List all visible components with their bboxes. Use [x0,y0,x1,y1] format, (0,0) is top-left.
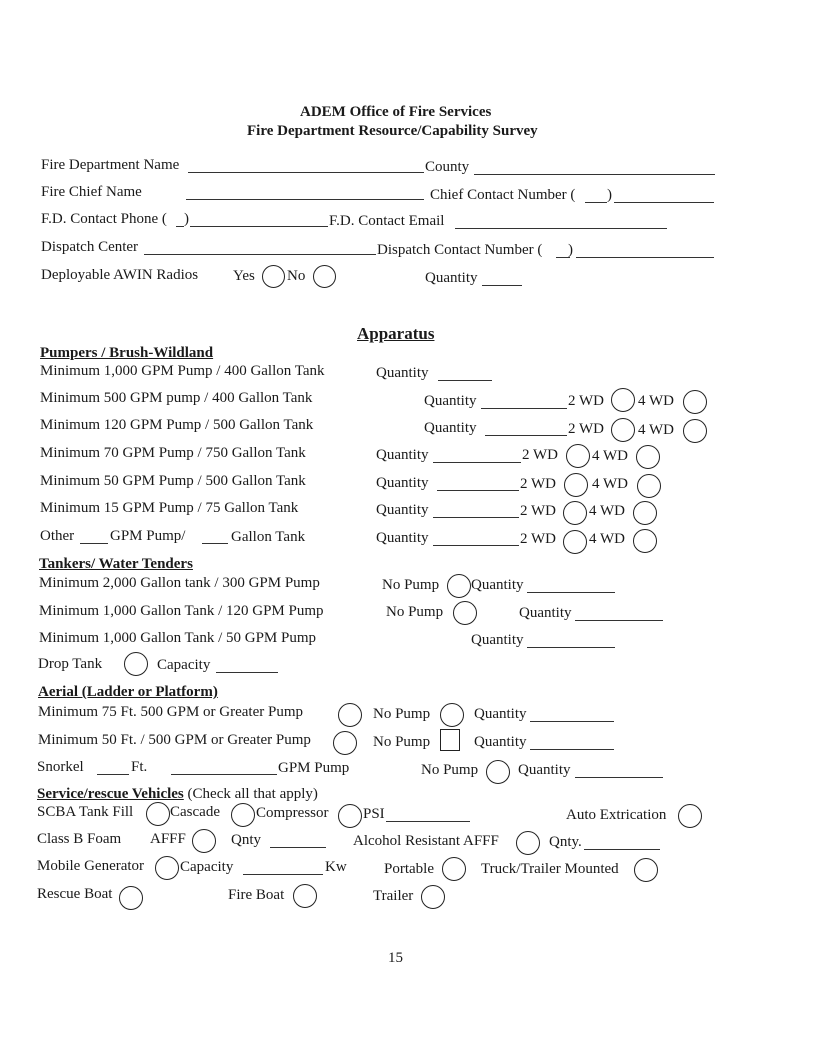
awin-qty-label: Quantity [425,270,478,286]
class-b-label: Class B Foam [37,831,122,847]
fd-email-field[interactable] [455,228,667,229]
fd-email-label: F.D. Contact Email [329,213,445,229]
pumper-row-3-4wd-radio[interactable] [683,419,707,443]
pumper-row-7-2wd-label: 2 WD [520,531,556,547]
psi-field[interactable] [386,821,470,822]
pumper-row-6: Minimum 15 GPM Pump / 75 Gallon Tank [40,500,299,516]
pumper-row-6-qty-label: Quantity [376,502,429,518]
alcohol-qnty-field[interactable] [584,849,660,850]
chief-name-field[interactable] [186,199,424,200]
pumper-other-tank-label: Gallon Tank [231,529,306,545]
tanker-row-1-qty-label: Quantity [471,577,524,593]
tanker-row-1-qty-field[interactable] [527,592,615,593]
service-heading: Service/rescue Vehicles [37,786,184,802]
pumper-row-2-qty-field[interactable] [481,408,567,409]
awin-no-radio[interactable] [313,265,336,288]
pumper-row-6-2wd-label: 2 WD [520,503,556,519]
pumper-row-4: Minimum 70 GPM Pump / 750 Gallon Tank [40,445,306,461]
awin-no-label: No [287,268,306,284]
drop-tank-capacity-label: Capacity [157,657,211,673]
alcohol-afff-label: Alcohol Resistant AFFF [353,833,499,849]
afff-qnty-label: Qnty [231,832,261,848]
pumper-row-4-2wd-label: 2 WD [522,447,558,463]
aerial-row-2: Minimum 50 Ft. / 500 GPM or Greater Pump [38,732,311,748]
pumper-other-label: Other [40,528,75,544]
pumper-row-6-qty-field[interactable] [433,517,519,518]
fd-phone-field[interactable] [190,226,328,227]
cascade-radio[interactable] [231,803,255,827]
snorkel-ft-field[interactable] [97,774,129,775]
pumper-row-5-4wd-radio[interactable] [637,474,661,498]
portable-label: Portable [384,861,434,877]
trailer-radio[interactable] [421,885,445,909]
chief-contact-field[interactable] [614,202,714,203]
tanker-row-1-nopump-radio[interactable] [447,574,471,598]
awin-yes-label: Yes [233,268,255,284]
awin-qty-field[interactable] [482,285,522,286]
snorkel-ft-label: Ft. [131,759,148,775]
mobile-gen-radio[interactable] [155,856,179,880]
pumper-other-tank-field[interactable] [202,543,228,544]
rescue-boat-label: Rescue Boat [37,886,113,902]
fd-name-label: Fire Department Name [41,157,180,173]
pumpers-heading: Pumpers / Brush-Wildland [40,345,214,361]
pumper-row-2-4wd-radio[interactable] [683,390,707,414]
drop-tank-capacity-field[interactable] [216,672,278,673]
tanker-row-2-qty-label: Quantity [519,605,572,621]
pumper-row-3-2wd-label: 2 WD [568,421,604,437]
chief-contact-label: Chief Contact Number ( [430,187,576,203]
snorkel-gpm-label: GPM Pump [278,760,350,776]
kw-label: Kw [325,859,347,875]
pumper-row-5-2wd-label: 2 WD [520,476,556,492]
service-heading-note: (Check all that apply) [187,786,318,802]
portable-radio[interactable] [442,857,466,881]
awin-yes-radio[interactable] [262,265,285,288]
auto-ext-radio[interactable] [678,804,702,828]
pumper-row-5-qty-field[interactable] [437,490,519,491]
pumper-row-2: Minimum 500 GPM pump / 400 Gallon Tank [40,390,313,406]
tanker-row-3: Minimum 1,000 Gallon Tank / 50 GPM Pump [39,630,317,646]
pumper-row-7-4wd-label: 4 WD [589,531,625,547]
pumper-row-1-qty-field[interactable] [438,380,492,381]
pumper-row-5: Minimum 50 GPM Pump / 500 Gallon Tank [40,473,306,489]
afff-qnty-field[interactable] [270,847,326,848]
pumper-row-3-qty-field[interactable] [485,435,567,436]
truck-trailer-label: Truck/Trailer Mounted [481,861,619,877]
tankers-heading: Tankers/ Water Tenders [39,556,193,572]
mobile-gen-label: Mobile Generator [37,858,145,874]
pumper-other-gpm-label: GPM Pump/ [110,528,186,544]
apparatus-title: Apparatus [357,324,435,343]
pumper-row-4-2wd-radio[interactable] [566,444,590,468]
awin-label: Deployable AWIN Radios [41,267,199,283]
capacity-label: Capacity [180,859,234,875]
aerial-row-1-nopump-radio[interactable] [440,703,464,727]
cascade-label: Cascade [170,804,220,820]
fd-phone-paren: ) [184,211,189,227]
drop-tank-radio[interactable] [124,652,148,676]
dispatch-contact-paren: ) [568,242,573,258]
dispatch-contact-field[interactable] [576,257,714,258]
aerial-row-2-radio[interactable] [333,731,357,755]
tanker-row-2-qty-field[interactable] [575,620,663,621]
header-title: ADEM Office of Fire Services [300,104,492,120]
aerial-row-2-qty-label: Quantity [474,734,527,750]
aerial-row-1-nopump-label: No Pump [373,706,431,722]
page-number: 15 [388,950,403,966]
pumper-row-3-4wd-label: 4 WD [638,422,674,438]
pumper-row-6-4wd-radio[interactable] [633,501,657,525]
aerial-row-1-qty-field[interactable] [530,721,614,722]
tanker-row-2: Minimum 1,000 Gallon Tank / 120 GPM Pump [39,603,324,619]
aerial-row-2-nopump-label: No Pump [373,734,431,750]
county-label: County [425,159,470,175]
pumper-row-2-4wd-label: 4 WD [638,393,674,409]
snorkel-nopump-label: No Pump [421,762,479,778]
pumper-row-7-qty-field[interactable] [433,545,519,546]
snorkel-gpm-field[interactable] [171,774,277,775]
pumper-row-7-2wd-radio[interactable] [563,530,587,554]
pumper-row-4-4wd-radio[interactable] [636,445,660,469]
aerial-heading: Aerial (Ladder or Platform) [38,684,218,700]
pumper-row-5-2wd-radio[interactable] [564,473,588,497]
dispatch-contact-label: Dispatch Contact Number ( [377,242,543,258]
alcohol-afff-radio[interactable] [516,831,540,855]
scba-label: SCBA Tank Fill [37,804,134,820]
aerial-row-1-qty-label: Quantity [474,706,527,722]
fire-boat-label: Fire Boat [228,887,285,903]
service-heading-wrap [37,785,318,803]
fd-name-field[interactable] [188,172,424,173]
tanker-row-3-qty-label: Quantity [471,632,524,648]
pumper-row-4-qty-label: Quantity [376,447,429,463]
snorkel-nopump-radio[interactable] [486,760,510,784]
compressor-label: Compressor [256,805,329,821]
afff-radio[interactable] [192,829,216,853]
pumper-row-3-2wd-radio[interactable] [611,418,635,442]
compressor-radio[interactable] [338,804,362,828]
fd-phone-label: F.D. Contact Phone ( [41,211,167,227]
chief-contact-paren: ) [607,187,612,203]
trailer-label: Trailer [373,888,414,904]
tanker-row-2-nopump-label: No Pump [386,604,444,620]
tanker-row-1-nopump-label: No Pump [382,577,440,593]
scba-radio[interactable] [146,802,170,826]
aerial-row-2-nopump-checkbox[interactable] [440,729,460,751]
county-field[interactable] [474,174,715,175]
truck-trailer-radio[interactable] [634,858,658,882]
pumper-row-6-4wd-label: 4 WD [589,503,625,519]
pumper-row-1-qty-label: Quantity [376,365,429,381]
tanker-row-3-qty-field[interactable] [527,647,615,648]
pumper-row-2-qty-label: Quantity [424,393,477,409]
rescue-boat-radio[interactable] [119,886,143,910]
pumper-row-5-4wd-label: 4 WD [592,476,628,492]
alcohol-qnty-label: Qnty. [549,834,582,850]
pumper-row-1: Minimum 1,000 GPM Pump / 400 Gallon Tank [40,363,325,379]
pumper-row-3-qty-label: Quantity [424,420,477,436]
pumper-row-6-2wd-radio[interactable] [563,501,587,525]
pumper-other-gpm-field[interactable] [80,543,108,544]
pumper-row-4-4wd-label: 4 WD [592,448,628,464]
dispatch-center-field[interactable] [144,254,376,255]
fd-area-code-field[interactable] [176,226,184,227]
psi-label: PSI [363,806,385,822]
snorkel-qty-field[interactable] [575,777,663,778]
pumper-row-4-qty-field[interactable] [433,462,521,463]
aerial-row-1: Minimum 75 Ft. 500 GPM or Greater Pump [38,704,303,720]
pumper-row-2-2wd-radio[interactable] [611,388,635,412]
tanker-row-2-nopump-radio[interactable] [453,601,477,625]
snorkel-qty-label: Quantity [518,762,571,778]
aerial-row-2-qty-field[interactable] [530,749,614,750]
pumper-row-7-qty-label: Quantity [376,530,429,546]
fire-boat-radio[interactable] [293,884,317,908]
chief-area-code-field[interactable] [585,202,607,203]
pumper-row-7-4wd-radio[interactable] [633,529,657,553]
auto-ext-label: Auto Extrication [566,807,667,823]
pumper-row-5-qty-label: Quantity [376,475,429,491]
afff-label: AFFF [150,831,186,847]
pumper-row-2-2wd-label: 2 WD [568,393,604,409]
pumper-row-3: Minimum 120 GPM Pump / 500 Gallon Tank [40,417,314,433]
capacity-field[interactable] [243,874,323,875]
snorkel-label: Snorkel [37,759,84,775]
tanker-row-1: Minimum 2,000 Gallon tank / 300 GPM Pump [39,575,320,591]
dispatch-center-label: Dispatch Center [41,239,139,255]
drop-tank-label: Drop Tank [38,656,103,672]
chief-name-label: Fire Chief Name [41,184,142,200]
aerial-row-1-radio[interactable] [338,703,362,727]
header-subtitle: Fire Department Resource/Capability Survey [247,123,538,139]
